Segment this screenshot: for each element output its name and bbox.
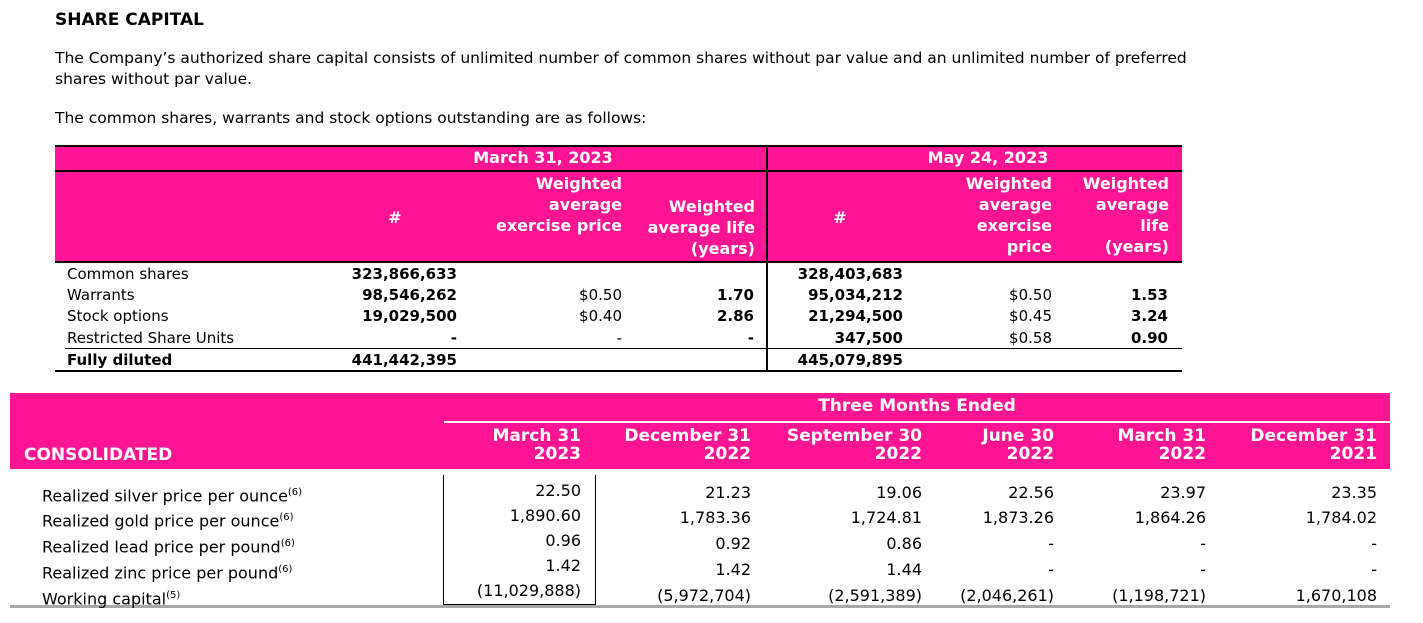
col-month: September 30 xyxy=(787,426,922,446)
row-label: Working capital$^{(5)}$ xyxy=(42,589,181,609)
row-label: Realized zinc price per pound$^{(6)}$ xyxy=(42,563,293,583)
col-header-wa-price-march: Weighted average exercise price xyxy=(496,174,622,235)
cell-value: 0.96 xyxy=(545,531,581,550)
cell-value: 0.86 xyxy=(886,534,922,553)
col-header-number: # xyxy=(388,208,402,227)
col-year: 2022 xyxy=(703,444,751,464)
cell-value: 22.50 xyxy=(535,481,581,500)
cell-value: 1,670,108 xyxy=(1295,586,1377,605)
row-label: Warrants xyxy=(67,286,135,304)
row-number-may: 347,500 xyxy=(834,329,903,347)
row-label: Realized gold price per ounce$^{(6)}$ xyxy=(42,511,294,531)
row-label: Realized lead price per pound$^{(6)}$ xyxy=(42,537,295,557)
period-header-may: May 24, 2023 xyxy=(927,148,1049,167)
cell-value: (2,046,261) xyxy=(960,586,1054,605)
section-label: CONSOLIDATED xyxy=(24,445,173,465)
cell-value: - xyxy=(1371,534,1377,553)
group-header-underline xyxy=(444,421,1390,423)
row-price-march: $0.50 xyxy=(579,286,622,304)
row-price-march: $0.40 xyxy=(579,307,622,325)
row-number-march: 323,866,633 xyxy=(351,265,457,283)
col-header-wa-life-may: Weighted average life (years) xyxy=(1082,174,1169,256)
row-number-march: 98,546,262 xyxy=(362,286,457,304)
table-bottom-line xyxy=(55,370,1182,372)
row-price-may: $0.50 xyxy=(1009,286,1052,304)
row-number-march: - xyxy=(450,329,457,347)
col-header-3 xyxy=(932,427,1054,463)
footnote-marker: (6) xyxy=(287,487,303,498)
row-number-may: 328,403,683 xyxy=(797,265,903,283)
row-number-may: 445,079,895 xyxy=(797,351,903,369)
period-header-march: March 31, 2023 xyxy=(473,148,613,167)
col-header-0 xyxy=(441,427,581,463)
cell-value: - xyxy=(1048,560,1054,579)
row-number-may: 21,294,500 xyxy=(808,307,903,325)
row-price-may: $0.45 xyxy=(1009,307,1052,325)
row-label: Restricted Share Units xyxy=(67,329,235,347)
cell-value: (11,029,888) xyxy=(476,581,581,600)
col-header-5 xyxy=(1220,427,1377,463)
row-life-may: 0.90 xyxy=(1130,329,1168,347)
cell-value: 1,873.26 xyxy=(982,508,1054,527)
col-year: 2022 xyxy=(1006,444,1054,464)
cell-value: 23.97 xyxy=(1160,483,1206,502)
cell-value: - xyxy=(1200,560,1206,579)
cell-value: - xyxy=(1200,534,1206,553)
row-price-may: $0.58 xyxy=(1009,329,1052,347)
consolidated-table xyxy=(10,393,1390,623)
table-intro-paragraph: The common shares, warrants and stock options outstanding are as follows: xyxy=(55,109,647,127)
subtotal-line xyxy=(65,348,1182,349)
section-heading: SHARE CAPITAL xyxy=(55,10,204,30)
row-label: Fully diluted xyxy=(67,351,173,369)
cell-value: 1,890.60 xyxy=(509,506,581,525)
row-life-march: 2.86 xyxy=(716,307,754,325)
cell-value: (5,972,704) xyxy=(657,586,751,605)
cell-value: - xyxy=(1048,534,1054,553)
cell-value: (2,591,389) xyxy=(828,586,922,605)
footnote-marker: (6) xyxy=(280,538,295,549)
row-number-march: 441,442,395 xyxy=(351,351,457,369)
row-life-may: 3.24 xyxy=(1130,307,1168,325)
header-divider xyxy=(55,170,1182,172)
cell-value: 1,783.36 xyxy=(679,508,751,527)
col-year: 2022 xyxy=(1158,444,1206,464)
col-month: March 31 xyxy=(492,426,581,446)
row-life-march: 1.70 xyxy=(716,286,754,304)
intro-paragraph: The Company’s authorized share capital consists of unlimited number of common shares without par value and an unlimited number of preferred shares without par value. xyxy=(55,49,1187,88)
col-header-number-may: # xyxy=(833,208,847,227)
col-year: 2021 xyxy=(1329,444,1377,464)
cell-value: 0.92 xyxy=(715,534,751,553)
share-capital-table xyxy=(55,145,1182,375)
cell-value: 1.44 xyxy=(886,560,922,579)
cell-value: 21.23 xyxy=(705,483,751,502)
row-life-march: - xyxy=(747,329,754,347)
row-label: Realized silver price per ounce$^{(6)}$ xyxy=(42,486,303,506)
cell-value: 1,864.26 xyxy=(1134,508,1206,527)
cell-value: - xyxy=(1371,560,1377,579)
cell-value: 1,784.02 xyxy=(1305,508,1377,527)
group-header: Three Months Ended xyxy=(818,396,1016,416)
col-header-1 xyxy=(596,427,751,463)
col-month: December 31 xyxy=(1250,426,1377,446)
col-month: March 31 xyxy=(1117,426,1206,446)
row-number-may: 95,034,212 xyxy=(808,286,903,304)
footnote-marker: (6) xyxy=(278,564,293,575)
col-year: 2022 xyxy=(874,444,922,464)
cell-value: 1.42 xyxy=(715,560,751,579)
row-label: Stock options xyxy=(67,307,169,325)
footnote-marker: (5) xyxy=(166,590,181,601)
cell-value: 1.42 xyxy=(545,556,581,575)
col-header-2 xyxy=(762,427,922,463)
cell-value: 19.06 xyxy=(876,483,922,502)
cell-value: 23.35 xyxy=(1331,483,1377,502)
col-month: December 31 xyxy=(624,426,751,446)
col-header-4 xyxy=(1066,427,1206,463)
footnote-marker: (6) xyxy=(279,512,294,523)
cell-value: 22.56 xyxy=(1008,483,1054,502)
row-number-march: 19,029,500 xyxy=(362,307,457,325)
row-life-may: 1.53 xyxy=(1130,286,1168,304)
col-year: 2023 xyxy=(533,444,581,464)
col-header-wa-life-march: Weighted average life (years) xyxy=(647,197,755,258)
cell-value: 1,724.81 xyxy=(850,508,922,527)
row-price-march: - xyxy=(616,329,622,347)
col-month: June 30 xyxy=(982,426,1054,446)
col-header-wa-price-may: Weighted average exercise price xyxy=(965,174,1052,256)
cell-value: (1,198,721) xyxy=(1112,586,1206,605)
row-label: Common shares xyxy=(67,265,189,283)
